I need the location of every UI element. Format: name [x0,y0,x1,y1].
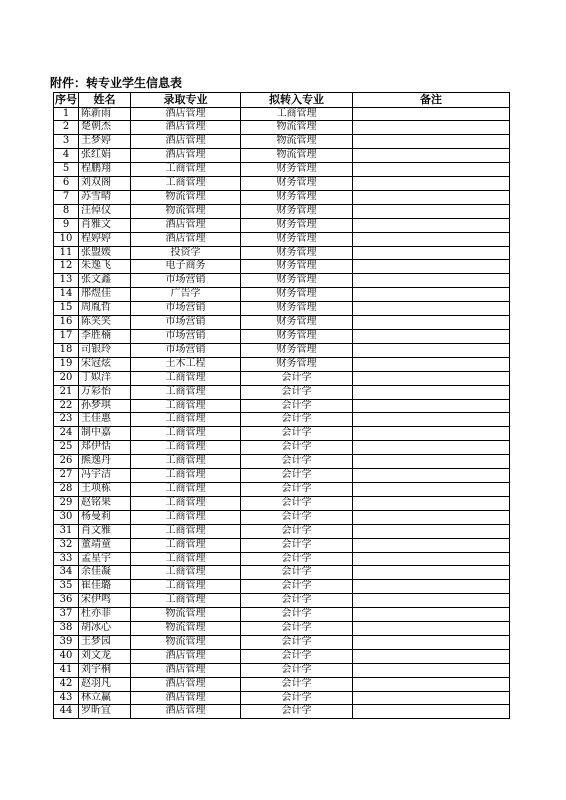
table-row [54,635,510,649]
table-row [54,232,510,246]
cell-index: 8 [54,204,79,218]
cell-index: 21 [54,385,79,399]
cell-target-major: 财务管理 [241,330,353,344]
cell-remarks [353,510,510,524]
cell-remarks [353,177,510,191]
cell-target-major: 会计学 [241,385,353,399]
cell-index: 26 [54,455,79,469]
table-row [54,496,510,510]
table-row [54,566,510,580]
cell-name: 罗昕宜 [79,705,131,719]
cell-target-major: 会计学 [241,510,353,524]
cell-name: 胡冰心 [79,622,131,636]
table-row [54,399,510,413]
cell-admitted-major: 市场营销 [131,274,241,288]
cell-admitted-major: 工商管理 [131,413,241,427]
table-row [54,622,510,636]
cell-target-major: 会计学 [241,677,353,691]
cell-index: 43 [54,691,79,705]
cell-name: 熊逸丹 [79,455,131,469]
table-row [54,330,510,344]
table-row [54,357,510,371]
table-row [54,163,510,177]
cell-admitted-major: 工商管理 [131,455,241,469]
cell-target-major: 工商管理 [241,107,353,121]
cell-target-major: 财务管理 [241,357,353,371]
cell-index: 41 [54,663,79,677]
cell-name: 王梦婷 [79,135,131,149]
cell-target-major: 财务管理 [241,190,353,204]
cell-admitted-major: 工商管理 [131,496,241,510]
table-row [54,677,510,691]
cell-admitted-major: 酒店管理 [131,691,241,705]
cell-index: 24 [54,427,79,441]
cell-admitted-major: 工商管理 [131,482,241,496]
cell-target-major: 财务管理 [241,343,353,357]
cell-admitted-major: 工商管理 [131,594,241,608]
cell-admitted-major: 物流管理 [131,204,241,218]
cell-admitted-major: 工商管理 [131,538,241,552]
cell-index: 19 [54,357,79,371]
table-row [54,190,510,204]
cell-target-major: 财务管理 [241,218,353,232]
cell-target-major: 会计学 [241,635,353,649]
cell-name: 张文鑫 [79,274,131,288]
cell-name: 司银玲 [79,343,131,357]
cell-index: 27 [54,469,79,483]
cell-name: 赵羽凡 [79,677,131,691]
cell-remarks [353,107,510,121]
table-row [54,260,510,274]
cell-index: 22 [54,399,79,413]
cell-remarks [353,594,510,608]
cell-admitted-major: 工商管理 [131,441,241,455]
cell-name: 董靖童 [79,538,131,552]
table-row [54,538,510,552]
table-row [54,218,510,232]
cell-index: 44 [54,705,79,719]
table-body [54,107,510,719]
cell-remarks [353,635,510,649]
cell-index: 28 [54,482,79,496]
cell-index: 7 [54,190,79,204]
cell-remarks [353,371,510,385]
cell-remarks [353,260,510,274]
cell-remarks [353,316,510,330]
cell-name: 制中嘉 [79,427,131,441]
cell-target-major: 会计学 [241,608,353,622]
cell-index: 40 [54,649,79,663]
cell-remarks [353,330,510,344]
cell-admitted-major: 酒店管理 [131,218,241,232]
cell-admitted-major: 物流管理 [131,635,241,649]
table-row [54,121,510,135]
cell-remarks [353,538,510,552]
cell-name: 王梦园 [79,635,131,649]
header-remarks: 备注 [353,93,510,108]
cell-target-major: 会计学 [241,399,353,413]
cell-admitted-major: 工商管理 [131,385,241,399]
cell-target-major: 会计学 [241,469,353,483]
table-row [54,580,510,594]
cell-name: 周胤哲 [79,302,131,316]
cell-admitted-major: 酒店管理 [131,232,241,246]
cell-name: 孟星宇 [79,552,131,566]
header-admitted-major: 录取专业 [131,93,241,108]
cell-name: 余佳凝 [79,566,131,580]
cell-remarks [353,441,510,455]
cell-target-major: 财务管理 [241,204,353,218]
table-row [54,149,510,163]
cell-name: 赵铭果 [79,496,131,510]
cell-index: 34 [54,566,79,580]
cell-index: 3 [54,135,79,149]
cell-name: 孙梦琪 [79,399,131,413]
table-row [54,135,510,149]
cell-index: 12 [54,260,79,274]
table-row [54,691,510,705]
table-row [54,608,510,622]
cell-remarks [353,552,510,566]
table-row [54,371,510,385]
cell-index: 31 [54,524,79,538]
cell-remarks [353,677,510,691]
cell-name: 程鹏翔 [79,163,131,177]
table-row [54,413,510,427]
cell-admitted-major: 电子商务 [131,260,241,274]
cell-remarks [353,385,510,399]
cell-admitted-major: 工商管理 [131,510,241,524]
cell-name: 万彩怡 [79,385,131,399]
cell-remarks [353,232,510,246]
cell-admitted-major: 酒店管理 [131,705,241,719]
cell-index: 20 [54,371,79,385]
cell-admitted-major: 酒店管理 [131,649,241,663]
cell-target-major: 会计学 [241,427,353,441]
header-name: 姓名 [79,93,131,108]
cell-admitted-major: 物流管理 [131,622,241,636]
cell-admitted-major: 土木工程 [131,357,241,371]
cell-name: 杜亦菲 [79,608,131,622]
cell-admitted-major: 酒店管理 [131,121,241,135]
cell-index: 33 [54,552,79,566]
table-row [54,385,510,399]
table-row [54,302,510,316]
cell-admitted-major: 市场营销 [131,330,241,344]
cell-name: 程婷婷 [79,232,131,246]
table-row [54,510,510,524]
cell-index: 4 [54,149,79,163]
table-row [54,649,510,663]
cell-remarks [353,413,510,427]
table-row [54,455,510,469]
table-row [54,663,510,677]
table-row [54,288,510,302]
cell-name: 林立赢 [79,691,131,705]
cell-remarks [353,622,510,636]
cell-target-major: 物流管理 [241,149,353,163]
table-row [54,482,510,496]
cell-name: 王佳惠 [79,413,131,427]
cell-name: 张红娟 [79,149,131,163]
cell-name: 刘双阁 [79,177,131,191]
cell-target-major: 会计学 [241,413,353,427]
cell-name: 郑伊恬 [79,441,131,455]
cell-name: 张盟媛 [79,246,131,260]
table-row [54,524,510,538]
table-row [54,246,510,260]
cell-index: 2 [54,121,79,135]
table-row [54,427,510,441]
cell-index: 29 [54,496,79,510]
cell-name: 苏雪晴 [79,190,131,204]
cell-target-major: 财务管理 [241,316,353,330]
table-row [54,594,510,608]
cell-target-major: 会计学 [241,552,353,566]
cell-index: 6 [54,177,79,191]
cell-index: 9 [54,218,79,232]
cell-index: 10 [54,232,79,246]
cell-admitted-major: 工商管理 [131,552,241,566]
cell-remarks [353,455,510,469]
cell-target-major: 会计学 [241,594,353,608]
table-row [54,343,510,357]
cell-name: 肖雅文 [79,218,131,232]
cell-target-major: 会计学 [241,455,353,469]
cell-target-major: 财务管理 [241,163,353,177]
cell-remarks [353,663,510,677]
cell-index: 11 [54,246,79,260]
table-row [54,469,510,483]
cell-remarks [353,149,510,163]
cell-remarks [353,246,510,260]
cell-remarks [353,427,510,441]
cell-remarks [353,496,510,510]
cell-target-major: 财务管理 [241,274,353,288]
cell-remarks [353,482,510,496]
cell-admitted-major: 酒店管理 [131,107,241,121]
cell-admitted-major: 市场营销 [131,316,241,330]
cell-admitted-major: 工商管理 [131,371,241,385]
cell-name: 冯宇洁 [79,469,131,483]
cell-remarks [353,691,510,705]
cell-index: 36 [54,594,79,608]
cell-name: 陈笑笑 [79,316,131,330]
cell-name: 宋冠炫 [79,357,131,371]
cell-index: 16 [54,316,79,330]
cell-admitted-major: 工商管理 [131,163,241,177]
table-row [54,204,510,218]
cell-index: 15 [54,302,79,316]
cell-index: 1 [54,107,79,121]
cell-target-major: 会计学 [241,649,353,663]
cell-name: 朱逸飞 [79,260,131,274]
cell-admitted-major: 市场营销 [131,302,241,316]
cell-target-major: 财务管理 [241,177,353,191]
cell-admitted-major: 工商管理 [131,399,241,413]
cell-remarks [353,608,510,622]
cell-admitted-major: 酒店管理 [131,663,241,677]
cell-target-major: 财务管理 [241,288,353,302]
cell-index: 42 [54,677,79,691]
cell-index: 5 [54,163,79,177]
cell-target-major: 物流管理 [241,121,353,135]
cell-target-major: 会计学 [241,496,353,510]
cell-target-major: 会计学 [241,482,353,496]
header-index: 序号 [55,93,77,106]
cell-index: 25 [54,441,79,455]
cell-name: 李胜楠 [79,330,131,344]
cell-admitted-major: 工商管理 [131,524,241,538]
cell-name: 汪倬仪 [79,204,131,218]
cell-admitted-major: 酒店管理 [131,677,241,691]
student-transfer-table [53,92,510,719]
cell-target-major: 会计学 [241,441,353,455]
cell-name: 邢煜佳 [79,288,131,302]
cell-remarks [353,163,510,177]
cell-target-major: 会计学 [241,524,353,538]
cell-admitted-major: 工商管理 [131,580,241,594]
cell-admitted-major: 工商管理 [131,427,241,441]
cell-target-major: 会计学 [241,663,353,677]
cell-index: 37 [54,608,79,622]
cell-remarks [353,288,510,302]
cell-name: 刘文龙 [79,649,131,663]
table-header-row [54,93,510,108]
cell-target-major: 会计学 [241,580,353,594]
cell-remarks [353,705,510,719]
cell-name: 肖文雅 [79,524,131,538]
cell-name: 宋伊鸣 [79,594,131,608]
cell-name: 丁姒洋 [79,371,131,385]
cell-index: 13 [54,274,79,288]
cell-admitted-major: 酒店管理 [131,149,241,163]
cell-admitted-major: 工商管理 [131,469,241,483]
cell-admitted-major: 物流管理 [131,608,241,622]
cell-remarks [353,121,510,135]
cell-target-major: 财务管理 [241,246,353,260]
cell-target-major: 会计学 [241,538,353,552]
table-row [54,705,510,719]
cell-remarks [353,218,510,232]
cell-remarks [353,190,510,204]
cell-remarks [353,135,510,149]
table-row [54,107,510,121]
cell-index: 35 [54,580,79,594]
cell-admitted-major: 市场营销 [131,343,241,357]
cell-remarks [353,580,510,594]
cell-admitted-major: 物流管理 [131,190,241,204]
cell-remarks [353,302,510,316]
cell-name: 陈新雨 [79,107,131,121]
cell-target-major: 财务管理 [241,232,353,246]
cell-index: 14 [54,288,79,302]
table-row [54,316,510,330]
table-row [54,177,510,191]
cell-index: 18 [54,343,79,357]
cell-name: 楚朝杰 [79,121,131,135]
cell-index: 23 [54,413,79,427]
cell-admitted-major: 酒店管理 [131,135,241,149]
cell-target-major: 会计学 [241,371,353,385]
cell-target-major: 财务管理 [241,260,353,274]
cell-name: 杨曼莉 [79,510,131,524]
cell-admitted-major: 广告学 [131,288,241,302]
cell-index: 32 [54,538,79,552]
table-row [54,552,510,566]
cell-remarks [353,649,510,663]
cell-remarks [353,399,510,413]
cell-name: 刘宇桐 [79,663,131,677]
cell-admitted-major: 工商管理 [131,566,241,580]
cell-remarks [353,357,510,371]
cell-target-major: 财务管理 [241,302,353,316]
table-row [54,274,510,288]
cell-index: 38 [54,622,79,636]
cell-remarks [353,343,510,357]
cell-name: 王项栋 [79,482,131,496]
cell-index: 30 [54,510,79,524]
header-target-major: 拟转入专业 [241,93,353,108]
cell-target-major: 物流管理 [241,135,353,149]
cell-remarks [353,566,510,580]
cell-remarks [353,274,510,288]
cell-admitted-major: 工商管理 [131,177,241,191]
cell-target-major: 会计学 [241,705,353,719]
cell-remarks [353,469,510,483]
table-row [54,441,510,455]
cell-admitted-major: 投资学 [131,246,241,260]
cell-target-major: 会计学 [241,622,353,636]
cell-target-major: 会计学 [241,566,353,580]
cell-remarks [353,524,510,538]
cell-name: 崔佳璐 [79,580,131,594]
cell-target-major: 会计学 [241,691,353,705]
page-title: 附件：转专业学生信息表 [50,76,183,90]
cell-index: 17 [54,330,79,344]
cell-index: 39 [54,635,79,649]
cell-remarks [353,204,510,218]
